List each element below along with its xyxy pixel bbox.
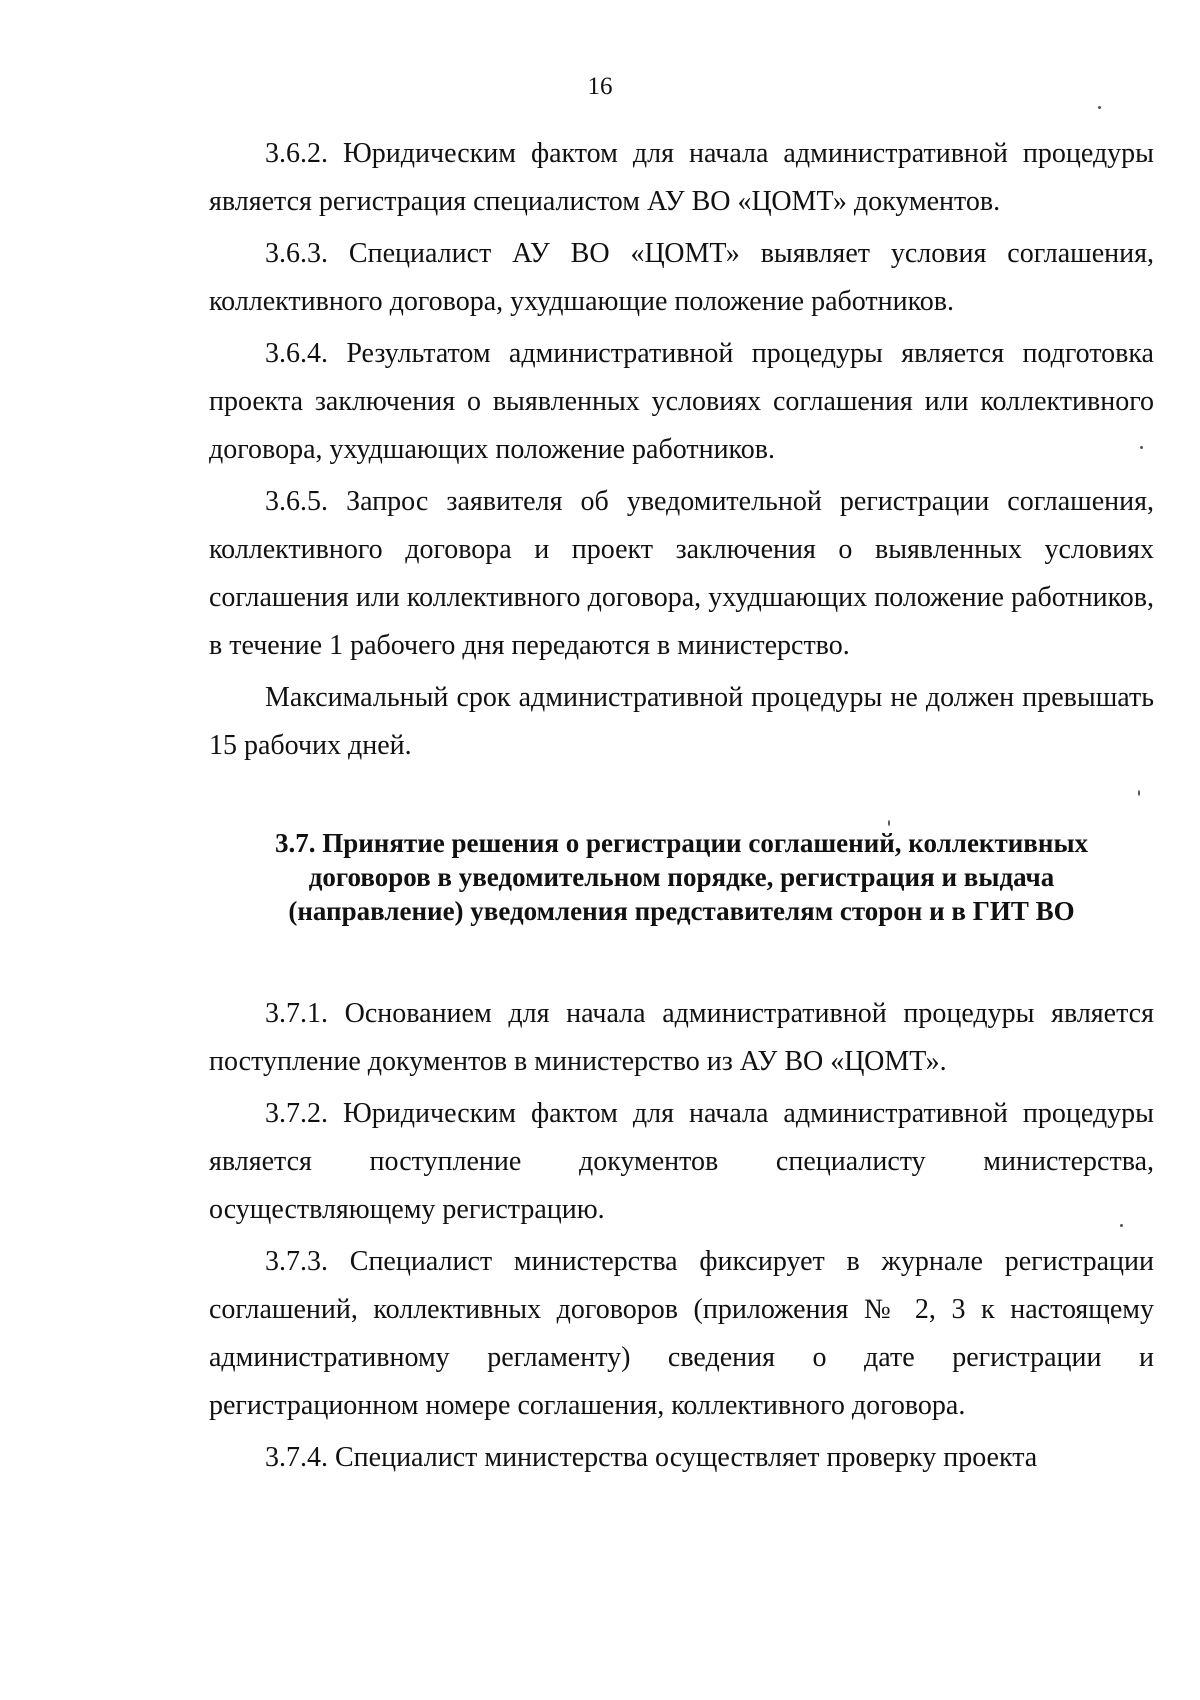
scan-speck — [1140, 446, 1143, 449]
heading-line-2: договоров в уведомительном порядке, регистрация и выдача — [308, 862, 1055, 892]
heading-line-1: 3.7. Принятие решения о регистрации соглашений, коллективных — [274, 828, 1089, 858]
paragraph-3-7-2: 3.7.2. Юридическим фактом для начала административной процедуры является поступление документов специалисту министерства, осуществляющему регистрацию. — [209, 1098, 1154, 1225]
paragraph-3-6-3: 3.6.3. Специалист АУ ВО «ЦОМТ» выявляет условия соглашения, коллективного договора, ухудшающие положение работников. — [209, 238, 1154, 317]
scan-speck — [1098, 106, 1101, 109]
paragraph-3-7-4: 3.7.4. Специалист министерства осуществляет проверку проекта — [265, 1442, 1038, 1473]
paragraph-3-6-5: 3.6.5. Запрос заявителя об уведомительной регистрации соглашения, коллективного договора и проект заключения о выявленных условиях соглашения или коллективного договора, ухудшающих положение работников, в течение 1 рабочего дня передаются в министерство. — [209, 486, 1154, 661]
scan-speck — [888, 820, 890, 826]
paragraph-3-6-2: 3.6.2. Юридическим фактом для начала административной процедуры является регистрация специалистом АУ ВО «ЦОМТ» документов. — [209, 138, 1154, 217]
paragraph-3-7-3: 3.7.3. Специалист министерства фиксирует в журнале регистрации соглашений, коллективных договоров (приложения № 2, 3 к настоящему административному регламенту) сведения о дате регистрации и регистрационном номере соглашения, коллективного договора. — [209, 1246, 1154, 1421]
paragraph-max-term: Максимальный срок административной процедуры не должен превышать 15 рабочих дней. — [209, 682, 1154, 761]
page-number: 16 — [587, 73, 613, 100]
paragraph-3-6-4: 3.6.4. Результатом административной процедуры является подготовка проекта заключения о выявленных условиях соглашения или коллективного договора, ухудшающих положение работников. — [209, 338, 1154, 465]
scan-speck — [1138, 790, 1140, 796]
scan-speck — [1120, 1224, 1123, 1227]
section-3-7-body — [209, 990, 1154, 1486]
section-3-6-body — [209, 130, 1154, 774]
section-3-7-heading — [209, 826, 1154, 928]
heading-line-3: (направление) уведомления представителям сторон и в ГИТ ВО — [288, 896, 1075, 926]
paragraph-3-7-1: 3.7.1. Основанием для начала административной процедуры является поступление документов в министерство из АУ ВО «ЦОМТ». — [209, 998, 1154, 1077]
